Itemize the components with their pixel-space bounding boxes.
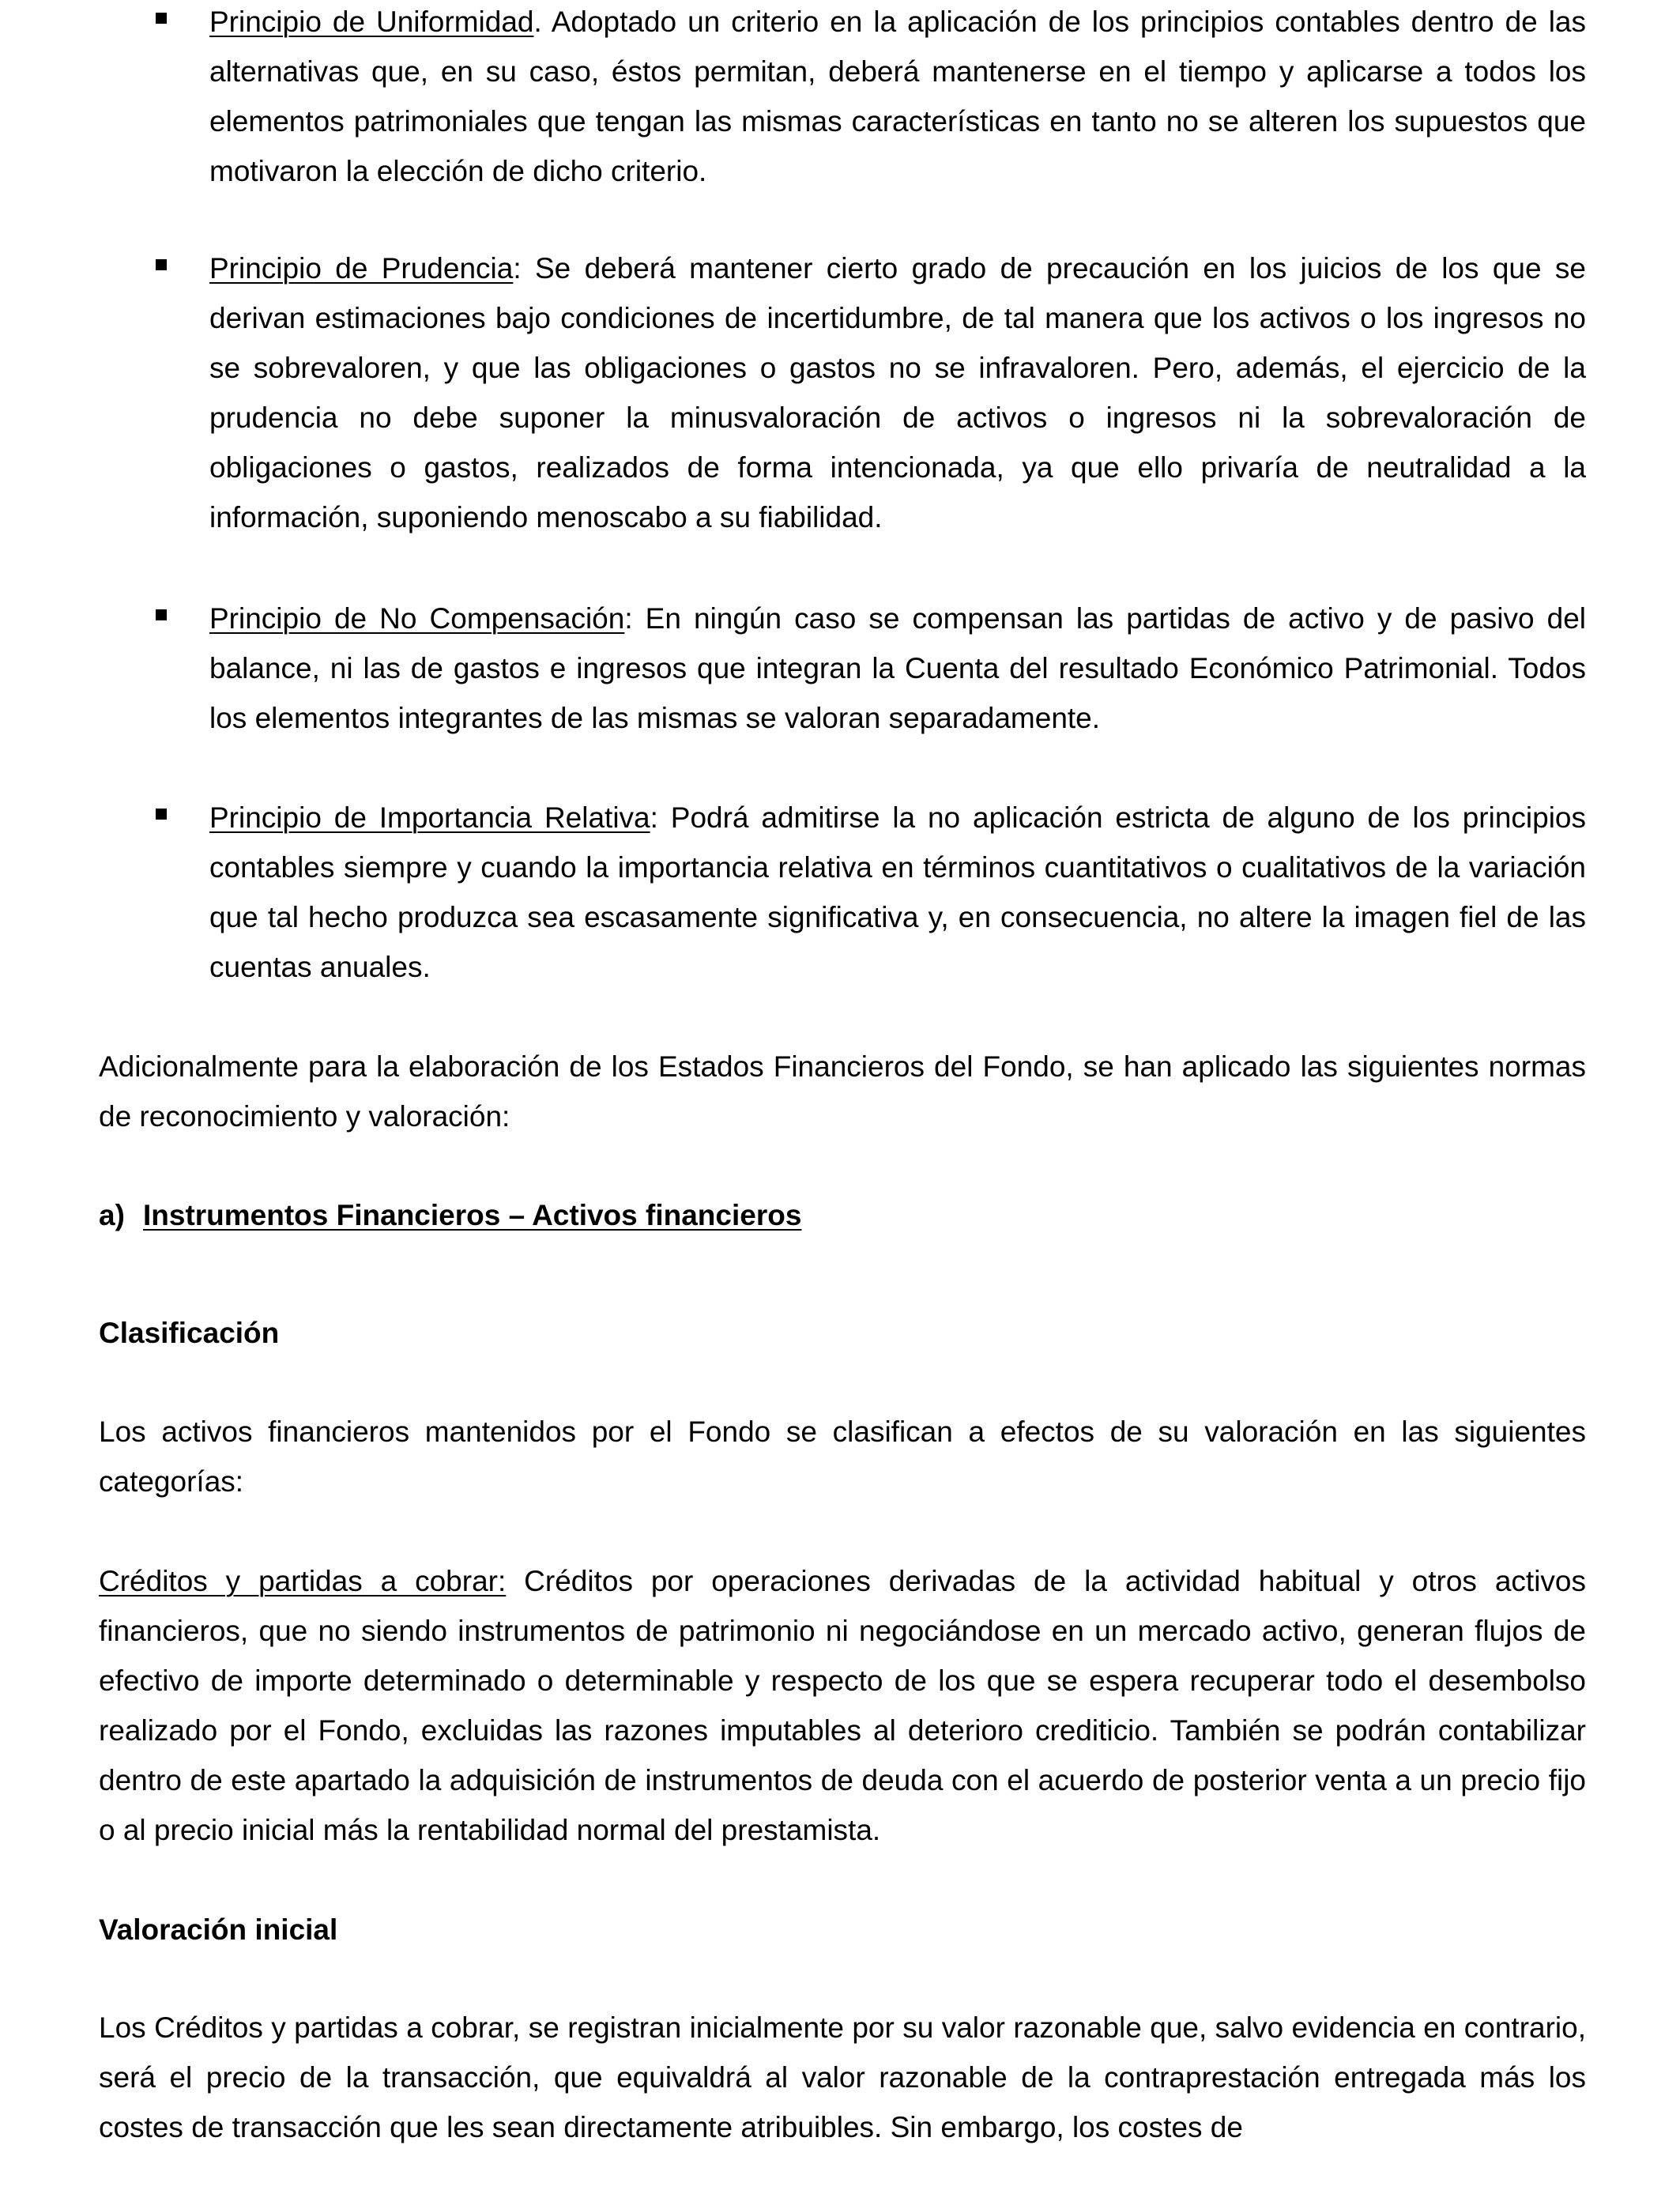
principle-body: En ningún caso se compensan las partidas de activo y de pasivo del balance, ni las de gastos e ingresos que integran la Cuenta del resultado Económico Patrimonial. Todos los elementos integrantes de las mismas se valoran separadamente. bbox=[209, 602, 1587, 734]
principle-separator: : bbox=[624, 602, 633, 635]
creditos-paragraph bbox=[99, 1556, 1586, 1855]
clasificacion-heading: Clasificación bbox=[99, 1317, 280, 1349]
principle-title: Principio de Uniformidad bbox=[209, 6, 534, 38]
principle-body: Podrá admitirse la no aplicación estricta de alguno de los principios contables siempre y cuando la importancia relativa en términos cuantitativos o cualitativos de la variación que tal hecho produzca sea escasamente significativa y, en consecuencia, no altere la imagen fiel de las cuentas anuales. bbox=[209, 801, 1586, 983]
creditos-label: Créditos y partidas a cobrar: bbox=[99, 1565, 507, 1597]
principle-importancia-relativa bbox=[209, 793, 1586, 992]
principle-separator: : bbox=[513, 252, 522, 285]
bullet-icon bbox=[156, 13, 167, 24]
principle-no-compensacion bbox=[209, 594, 1586, 743]
principle-title: Principio de No Compensación bbox=[209, 602, 625, 635]
principle-separator: . bbox=[533, 6, 542, 38]
section-letter: a) bbox=[99, 1199, 125, 1231]
principle-body: Adoptado un criterio en la aplicación de los principios contables dentro de las alternativas que, en su caso, éstos permitan, deberá mantenerse en el tiempo y aplicarse a todos los elementos patrimoniales que tengan las mismas características en tanto no se alteren los supuestos que motivaron la elección de dicho criterio. bbox=[209, 6, 1586, 187]
clasificacion-paragraph: Los activos financieros mantenidos por el Fondo se clasifican a efectos de su valoración en las siguientes categorías: bbox=[99, 1416, 1586, 1498]
valoracion-inicial-paragraph: Los Créditos y partidas a cobrar, se registran inicialmente por su valor razonable que, salvo evidencia en contrario, será el precio de la transacción, que equivaldrá al valor razonable de la contraprestación entregada más los costes de transacción que les sean directamente atribuibles. Sin embargo, los costes de bbox=[99, 2011, 1586, 2143]
principle-uniformidad bbox=[209, 0, 1586, 196]
principle-title: Principio de Prudencia bbox=[209, 252, 514, 285]
bullet-icon bbox=[156, 809, 167, 820]
section-heading-a bbox=[99, 1190, 801, 1240]
principle-prudencia bbox=[209, 243, 1586, 542]
bullet-icon bbox=[156, 259, 167, 270]
bullet-icon bbox=[156, 609, 167, 620]
section-title: Instrumentos Financieros – Activos financieros bbox=[143, 1199, 802, 1231]
principle-title: Principio de Importancia Relativa bbox=[209, 801, 650, 834]
creditos-body: Créditos por operaciones derivadas de la actividad habitual y otros activos financieros, que no siendo instrumentos de patrimonio ni negociándose en un mercado activo, generan flujos de efectivo de importe determinado o determinable y respecto de los que se espera recuperar todo el desembolso realizado por el Fondo, excluidas las razones imputables al deterioro crediticio. También se podrán contabilizar dentro de este apartado la adquisición de instrumentos de deuda con el acuerdo de posterior venta a un precio fijo o al precio inicial más la rentabilidad normal del prestamista. bbox=[99, 1565, 1586, 1846]
valoracion-inicial-heading: Valoración inicial bbox=[99, 1913, 338, 1946]
principle-separator: : bbox=[650, 801, 658, 834]
intro-paragraph: Adicionalmente para la elaboración de los Estados Financieros del Fondo, se han aplicado las siguientes normas de reconocimiento y valoración: bbox=[99, 1050, 1586, 1133]
principle-body: Se deberá mantener cierto grado de precaución en los juicios de los que se derivan estimaciones bajo condiciones de incertidumbre, de tal manera que los activos o los ingresos no se sobrevaloren, y que las obligaciones o gastos no se infravaloren. Pero, además, el ejercicio de la prudencia no debe suponer la minusvaloración de activos o ingresos ni la sobrevaloración de obligaciones o gastos, realizados de forma intencionada, ya que ello privaría de neutralidad a la información, suponiendo menoscabo a su fiabilidad. bbox=[209, 252, 1586, 533]
